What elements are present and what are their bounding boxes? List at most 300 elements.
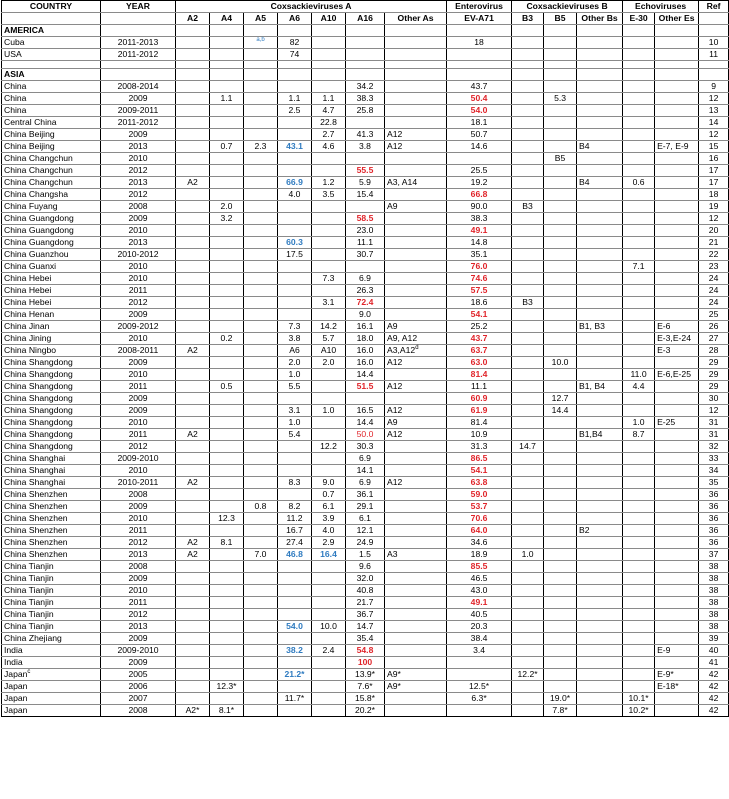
cell-value: 2005 (128, 669, 148, 679)
cell-value: 49.1 (470, 597, 488, 607)
cell-other-bs (577, 333, 623, 345)
cell-other-es (655, 37, 699, 49)
cell-year (101, 345, 176, 357)
cell-a5 (244, 501, 278, 513)
cell-value: China Fuyang (4, 201, 58, 211)
cell-value: 31 (708, 429, 719, 439)
cell-b5 (544, 429, 577, 441)
table-row (2, 321, 729, 333)
section-blank-cell (544, 69, 577, 81)
cell-value: 3.9 (322, 513, 335, 523)
cell-value: 36.1 (356, 489, 374, 499)
cell-other-es (655, 129, 699, 141)
cell-value: 22 (708, 249, 719, 259)
cell-other-es (655, 561, 699, 573)
table-row (2, 285, 729, 297)
cell-b5 (544, 561, 577, 573)
header-year: YEAR (101, 1, 176, 13)
cell-value: A6 (289, 345, 300, 355)
cell-a2 (176, 273, 210, 285)
cell-value: 2009 (128, 573, 148, 583)
cell-ref (699, 429, 729, 441)
cell-value: China Shenzhen (4, 489, 68, 499)
cell-country (2, 441, 101, 453)
cell-value: 11.7* (284, 693, 305, 703)
cell-a6 (278, 357, 312, 369)
spacer-cell (101, 61, 176, 69)
cell-other-as (385, 117, 447, 129)
cell-ref (699, 165, 729, 177)
cell-b5 (544, 405, 577, 417)
section-row (2, 69, 729, 81)
cell-value: India (4, 645, 23, 655)
cell-other-bs (577, 381, 623, 393)
cell-ref (699, 201, 729, 213)
table-row (2, 561, 729, 573)
cell-country (2, 609, 101, 621)
cell-ref (699, 405, 729, 417)
cell-other-es (655, 285, 699, 297)
cell-b3 (512, 489, 544, 501)
cell-value: 2009 (128, 393, 148, 403)
cell-a10 (312, 645, 346, 657)
cell-value: 9.6 (359, 561, 371, 571)
cell-country (2, 201, 101, 213)
section-blank-cell (385, 25, 447, 37)
cell-other-as (385, 597, 447, 609)
cell-other-as (385, 501, 447, 513)
cell-b5 (544, 105, 577, 117)
cell-a5 (244, 225, 278, 237)
cell-value: 16.5 (356, 405, 374, 415)
cell-other-bs (577, 477, 623, 489)
cell-e30 (623, 213, 655, 225)
cell-b3 (512, 153, 544, 165)
cell-a4 (210, 609, 244, 621)
cell-a2 (176, 345, 210, 357)
cell-a2 (176, 381, 210, 393)
cell-country (2, 417, 101, 429)
cell-country (2, 573, 101, 585)
cell-value: 2.9 (322, 537, 335, 547)
cell-value: 12.1 (356, 525, 374, 535)
cell-ev-a71 (447, 693, 512, 705)
cell-value: 50.0 (356, 429, 374, 439)
cell-a4 (210, 369, 244, 381)
cell-other-es (655, 549, 699, 561)
cell-other-es (655, 141, 699, 153)
header-row-2 (2, 13, 729, 25)
cell-other-as (385, 273, 447, 285)
cell-e30 (623, 129, 655, 141)
cell-a10 (312, 609, 346, 621)
cell-other-as (385, 489, 447, 501)
cell-ev-a71 (447, 297, 512, 309)
cell-country (2, 633, 101, 645)
cell-year (101, 513, 176, 525)
table-row (2, 81, 729, 93)
table-row (2, 513, 729, 525)
cell-value: 8.7 (632, 429, 645, 439)
cell-other-as (385, 345, 447, 357)
cell-a16 (346, 573, 385, 585)
cell-value: 14.7 (519, 441, 536, 451)
cell-value: China Shenzhen (4, 513, 68, 523)
cell-a6 (278, 249, 312, 261)
cell-value: 2010 (128, 417, 148, 427)
cell-country (2, 645, 101, 657)
cell-e30 (623, 381, 655, 393)
cell-a5 (244, 141, 278, 153)
cell-a10 (312, 585, 346, 597)
cell-b3 (512, 225, 544, 237)
cell-value: 14 (708, 117, 719, 127)
table-row (2, 249, 729, 261)
cell-other-bs (577, 81, 623, 93)
cell-other-bs (577, 237, 623, 249)
cell-value: 51.5 (356, 381, 374, 391)
cell-value: 2010 (128, 261, 148, 271)
table-row (2, 429, 729, 441)
cell-year (101, 453, 176, 465)
table-row (2, 549, 729, 561)
cell-other-as (385, 681, 447, 693)
cell-value: 60.9 (470, 393, 488, 403)
cell-a16 (346, 261, 385, 273)
cell-other-es (655, 261, 699, 273)
cell-b5 (544, 357, 577, 369)
cell-a2 (176, 429, 210, 441)
cell-a4 (210, 597, 244, 609)
cell-a6 (278, 549, 312, 561)
cell-a5 (244, 297, 278, 309)
cell-a16 (346, 597, 385, 609)
table-row (2, 37, 729, 49)
cell-b5 (544, 645, 577, 657)
spacer-cell (176, 61, 210, 69)
cell-value: 12.3 (218, 513, 235, 523)
cell-ref (699, 105, 729, 117)
cell-b5 (544, 213, 577, 225)
cell-country (2, 693, 101, 705)
cell-value: 34.6 (470, 537, 488, 547)
cell-a5 (244, 189, 278, 201)
cell-country (2, 597, 101, 609)
cell-value: 38.3 (470, 213, 488, 223)
cell-a10 (312, 561, 346, 573)
cell-other-es (655, 393, 699, 405)
cell-value: 2009-2010 (117, 645, 159, 655)
cell-year (101, 93, 176, 105)
cell-value: 36 (708, 489, 719, 499)
cell-ev-a71 (447, 285, 512, 297)
table-row (2, 417, 729, 429)
cell-a4 (210, 669, 244, 681)
cell-a5 (244, 249, 278, 261)
section-blank-cell (447, 25, 512, 37)
cell-value: 2.0 (220, 201, 233, 211)
cell-a2 (176, 249, 210, 261)
table-row (2, 645, 729, 657)
cell-a2 (176, 81, 210, 93)
cell-ev-a71 (447, 465, 512, 477)
cell-value: 63.8 (470, 477, 488, 487)
cell-a10 (312, 153, 346, 165)
cell-ev-a71 (447, 129, 512, 141)
header-b5: B5 (544, 13, 577, 25)
cell-a10 (312, 573, 346, 585)
cell-year (101, 237, 176, 249)
cell-a4 (210, 81, 244, 93)
cell-value: 2009 (128, 213, 148, 223)
cell-value: 4.6 (322, 141, 335, 151)
table-row (2, 405, 729, 417)
cell-e30 (623, 453, 655, 465)
cell-a4 (210, 333, 244, 345)
cell-year (101, 429, 176, 441)
cell-value: 2008-2014 (117, 81, 159, 91)
cell-value: 2012 (128, 297, 148, 307)
cell-country (2, 285, 101, 297)
cell-a16 (346, 441, 385, 453)
cell-other-bs (577, 309, 623, 321)
cell-other-as (385, 393, 447, 405)
cell-a5 (244, 273, 278, 285)
cell-value: A12 (387, 405, 403, 415)
cell-b3 (512, 165, 544, 177)
cell-other-es (655, 177, 699, 189)
cell-b3 (512, 585, 544, 597)
cell-a4 (210, 237, 244, 249)
cell-other-as (385, 549, 447, 561)
cell-value: 38 (708, 573, 719, 583)
cell-a6 (278, 705, 312, 717)
cell-year (101, 285, 176, 297)
cell-value: 25.8 (356, 105, 374, 115)
cell-a4 (210, 309, 244, 321)
cell-a5 (244, 573, 278, 585)
cell-ev-a71 (447, 453, 512, 465)
cell-b3 (512, 417, 544, 429)
cell-value: 8.1 (220, 537, 233, 547)
cell-a2 (176, 153, 210, 165)
cell-country (2, 177, 101, 189)
cell-a10 (312, 201, 346, 213)
cell-a5 (244, 561, 278, 573)
spacer-cell (699, 61, 729, 69)
cell-value: 10.9 (470, 429, 488, 439)
cell-year (101, 609, 176, 621)
cell-a2 (176, 105, 210, 117)
cell-ev-a71 (447, 477, 512, 489)
cell-country (2, 657, 101, 669)
cell-other-as (385, 153, 447, 165)
cell-value: 36 (708, 537, 719, 547)
cell-value: China Shangdong (4, 441, 73, 451)
cell-value: 18.1 (470, 117, 488, 127)
cell-b3 (512, 537, 544, 549)
cell-value: 18 (708, 189, 719, 199)
table-row (2, 225, 729, 237)
cell-a2 (176, 93, 210, 105)
cell-other-es (655, 357, 699, 369)
cell-ev-a71 (447, 141, 512, 153)
cell-b5 (544, 657, 577, 669)
cell-value: 66.9 (286, 177, 303, 187)
cell-value: 42 (708, 693, 719, 703)
cell-a5 (244, 309, 278, 321)
cell-value: 38 (708, 585, 719, 595)
cell-value: USA (4, 49, 22, 59)
cell-ref (699, 525, 729, 537)
cell-a2 (176, 297, 210, 309)
header-coxsackie-b: Coxsackieviruses B (512, 1, 623, 13)
cell-ev-a71 (447, 705, 512, 717)
cell-a6 (278, 129, 312, 141)
cell-value: 6.9 (359, 477, 371, 487)
cell-country (2, 225, 101, 237)
cell-other-as (385, 705, 447, 717)
cell-a4 (210, 429, 244, 441)
cell-value: 41.3 (356, 129, 374, 139)
cell-value: 58.5 (356, 213, 374, 223)
cell-a2 (176, 369, 210, 381)
cell-other-bs (577, 105, 623, 117)
cell-other-bs (577, 573, 623, 585)
cell-value: 90.0 (470, 201, 488, 211)
cell-other-es (655, 225, 699, 237)
cell-b3 (512, 465, 544, 477)
cell-value: A3, A14 (387, 177, 418, 187)
cell-value: 3.2 (220, 213, 233, 223)
cell-a6 (278, 297, 312, 309)
cell-value: 2009 (128, 93, 148, 103)
cell-ev-a71 (447, 381, 512, 393)
cell-value: 24 (708, 297, 719, 307)
cell-ev-a71 (447, 585, 512, 597)
cell-a4 (210, 297, 244, 309)
cell-value: China Shenzhen (4, 501, 68, 511)
cell-year (101, 129, 176, 141)
cell-a4 (210, 141, 244, 153)
cell-a4 (210, 381, 244, 393)
table-row (2, 705, 729, 717)
cell-country (2, 309, 101, 321)
header-other-es: Other Es (655, 13, 699, 25)
cell-a6 (278, 501, 312, 513)
cell-b5 (544, 609, 577, 621)
cell-ref (699, 621, 729, 633)
cell-value: 1.2 (322, 177, 335, 187)
cell-other-as (385, 201, 447, 213)
cell-a5 (244, 393, 278, 405)
cell-value: 42 (708, 705, 719, 715)
cell-year (101, 465, 176, 477)
cell-a2 (176, 465, 210, 477)
cell-a10 (312, 129, 346, 141)
cell-a16 (346, 549, 385, 561)
cell-country (2, 165, 101, 177)
cell-other-bs (577, 609, 623, 621)
cell-b3 (512, 477, 544, 489)
cell-ev-a71 (447, 369, 512, 381)
cell-year (101, 105, 176, 117)
cell-a10 (312, 429, 346, 441)
cell-other-as (385, 357, 447, 369)
cell-ev-a71 (447, 117, 512, 129)
cell-a6 (278, 657, 312, 669)
cell-value: 17.5 (286, 249, 303, 259)
cell-value: 8.1* (218, 705, 235, 715)
cell-b3 (512, 249, 544, 261)
cell-value: 2009 (128, 309, 148, 319)
cell-value: China Shangdong (4, 357, 73, 367)
section-label: ASIA (2, 69, 101, 81)
cell-ref (699, 417, 729, 429)
cell-a2 (176, 333, 210, 345)
cell-value: A12 (387, 381, 403, 391)
cell-other-bs (577, 261, 623, 273)
cell-a16 (346, 657, 385, 669)
cell-other-es (655, 621, 699, 633)
cell-a2 (176, 201, 210, 213)
cell-value: 2010 (128, 585, 148, 595)
cell-value: 19 (708, 201, 719, 211)
cell-value: China Changchun (4, 177, 73, 187)
cell-a16 (346, 153, 385, 165)
cell-a10 (312, 453, 346, 465)
cell-year (101, 477, 176, 489)
cell-a2 (176, 309, 210, 321)
cell-year (101, 273, 176, 285)
cell-b3 (512, 501, 544, 513)
cell-other-es (655, 441, 699, 453)
cell-a16 (346, 225, 385, 237)
cell-a5 (244, 453, 278, 465)
cell-b5 (544, 237, 577, 249)
cell-value: 54.1 (470, 465, 488, 475)
cell-other-es (655, 489, 699, 501)
cell-b5 (544, 225, 577, 237)
cell-other-es (655, 537, 699, 549)
cell-other-as (385, 645, 447, 657)
cell-a4 (210, 189, 244, 201)
cell-other-es (655, 381, 699, 393)
cell-ev-a71 (447, 189, 512, 201)
cell-other-bs (577, 489, 623, 501)
cell-a2 (176, 501, 210, 513)
cell-a16 (346, 309, 385, 321)
cell-value: 2013 (128, 237, 148, 247)
cell-value: China Beijing (4, 141, 55, 151)
cell-a6 (278, 321, 312, 333)
cell-ev-a71 (447, 81, 512, 93)
cell-a16 (346, 357, 385, 369)
cell-b5 (544, 669, 577, 681)
cell-year (101, 549, 176, 561)
section-label: AMERICA (2, 25, 101, 37)
cell-value: 33 (708, 453, 719, 463)
section-blank-cell (699, 25, 729, 37)
cell-ev-a71 (447, 513, 512, 525)
header-e30: E-30 (623, 13, 655, 25)
cell-value: China Guanxi (4, 261, 57, 271)
cell-ev-a71 (447, 645, 512, 657)
cell-other-as (385, 321, 447, 333)
cell-b5 (544, 297, 577, 309)
cell-a5 (244, 525, 278, 537)
cell-ref (699, 117, 729, 129)
